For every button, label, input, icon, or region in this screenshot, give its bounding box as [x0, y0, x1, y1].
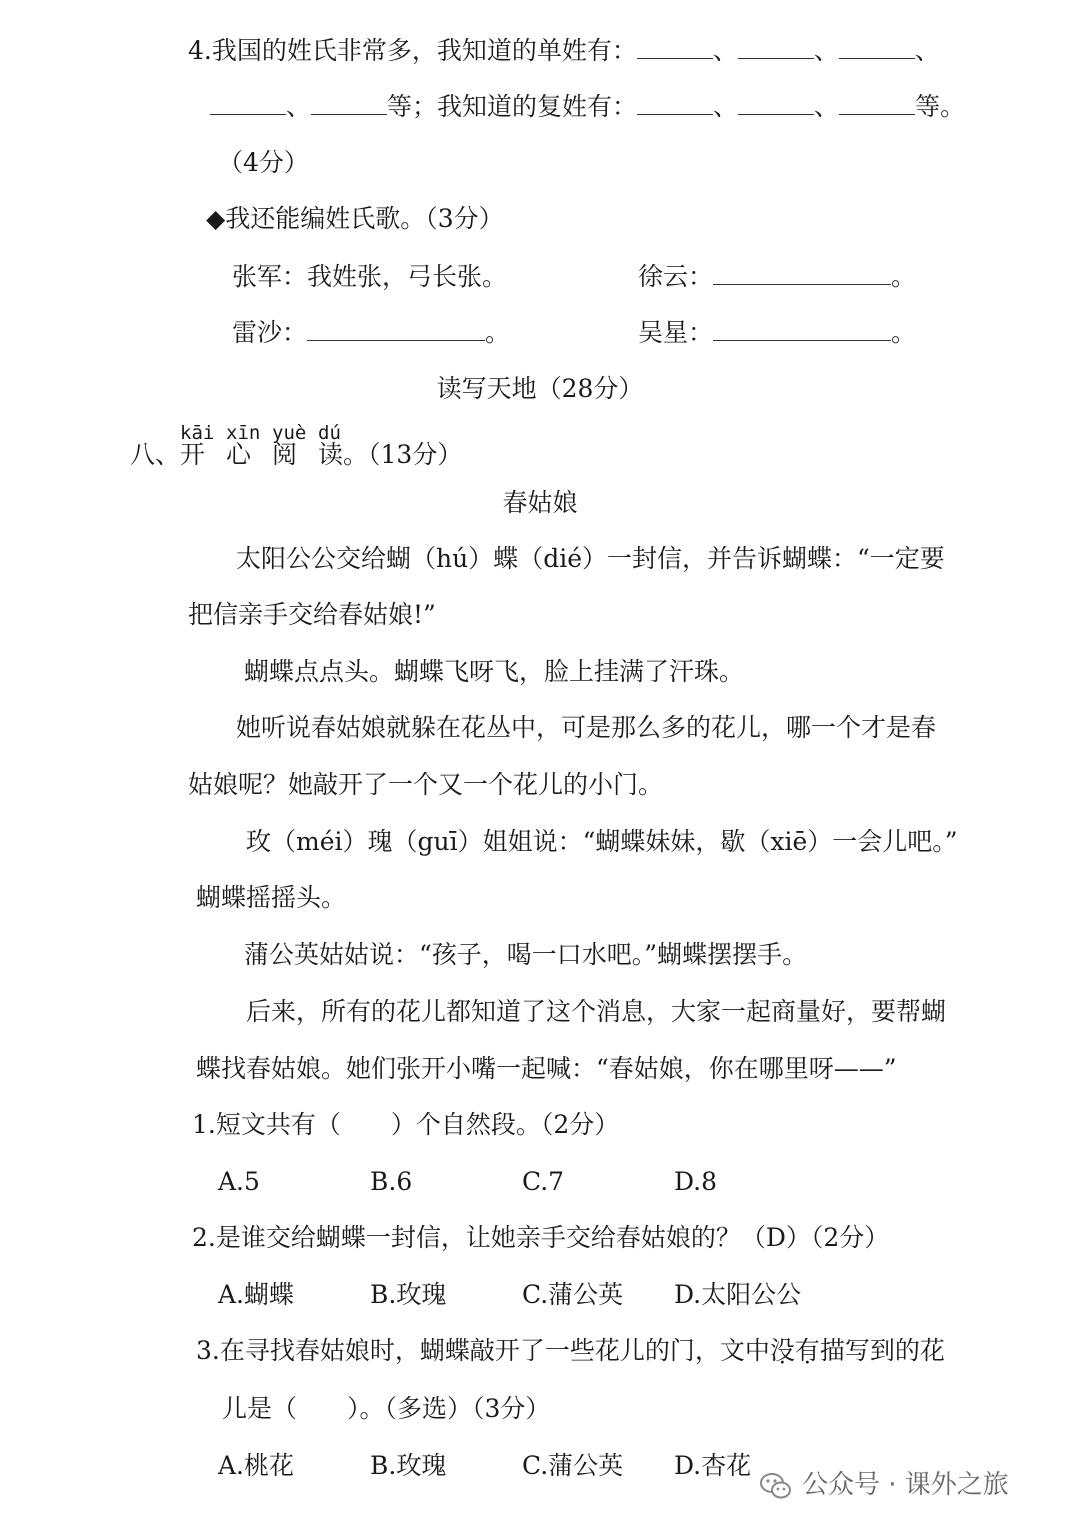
answer-blank[interactable]: [637, 36, 713, 59]
q1-option-b[interactable]: B.6: [370, 1167, 413, 1196]
answer-blank[interactable]: [210, 92, 286, 115]
story-p6-line1: 后来，所有的花儿都知道了这个消息，大家一起商量好，要帮蝴: [246, 997, 947, 1026]
part8-heading: 八、开 心 阅 读。（13分）: [130, 440, 463, 469]
answer-blank[interactable]: [307, 318, 485, 341]
q4-compound-prompt: 等；我知道的复姓有：: [387, 92, 638, 121]
story-p4-line2: 蝴蝶摇摇头。: [196, 883, 347, 912]
story-p4-line1: 玫（méi）瑰（guī）姐姐说：“蝴蝶妹妹，歇（xiē）一会儿吧。”: [246, 827, 958, 856]
question-3-line2: 儿是（ ）。（多选）（3分）: [222, 1394, 551, 1423]
answer-blank[interactable]: [839, 36, 915, 59]
watermark-text: 公众号 · 课外之旅: [802, 1470, 1009, 1500]
q1-option-d[interactable]: D.8: [674, 1167, 718, 1196]
wechat-icon: [760, 1471, 792, 1501]
song-example: 张军：我姓张，弓长张。: [232, 262, 508, 291]
watermark: [760, 1464, 1009, 1501]
story-p3-line2: 姑娘呢？她敲开了一个又一个花儿的小门。: [188, 770, 664, 799]
story-title: 春姑娘: [502, 488, 578, 517]
q2-option-b[interactable]: B.玫瑰: [370, 1280, 447, 1309]
q4-line1: 4.我国的姓氏非常多，我知道的单姓有： 、 、 、: [188, 36, 940, 65]
answer-blank[interactable]: [738, 92, 814, 115]
answer-blank[interactable]: [311, 92, 387, 115]
song-wu-xing: 吴星： 。: [638, 318, 917, 347]
emphasis-char: 没: [769, 1336, 795, 1365]
q3-option-c[interactable]: C.蒲公英: [522, 1451, 624, 1480]
story-p5: 蒲公英姑姑说：“孩子，喝一口水吧。”蝴蝶摆摆手。: [244, 940, 808, 969]
section-title: 读写天地（28分）: [436, 374, 644, 403]
answer-blank[interactable]: [713, 262, 891, 285]
emphasis-char: 有: [794, 1336, 820, 1365]
song-header: ◆我还能编姓氏歌。（3分）: [206, 204, 504, 233]
q3-option-b[interactable]: B.玫瑰: [370, 1451, 447, 1480]
question-2: 2.是谁交给蝴蝶一封信，让她亲手交给春姑娘的？（D）（2分）: [192, 1223, 890, 1252]
story-p3-line1: 她听说春姑娘就躲在花丛中，可是那么多的花儿，哪一个才是春: [236, 713, 937, 742]
answer-blank[interactable]: [738, 36, 814, 59]
pinyin-du: dú: [318, 422, 341, 444]
story-p1-line2: 把信亲手交给春姑娘!”: [188, 600, 436, 629]
pinyin-kai: kāi: [180, 422, 215, 444]
song-lei-sha: 雷沙： 。: [232, 318, 511, 347]
story-p6-line2: 蝶找春姑娘。她们张开小嘴一起喊：“春姑娘，你在哪里呀——”: [196, 1054, 897, 1083]
answer-blank[interactable]: [713, 318, 891, 341]
q1-option-c[interactable]: C.7: [522, 1167, 565, 1196]
q3-option-d[interactable]: D.杏花: [674, 1451, 752, 1480]
story-p1-line1: 太阳公公交给蝴（hú）蝶（dié）一封信，并告诉蝴蝶：“一定要: [236, 544, 945, 573]
pinyin-yue: yuè: [272, 422, 307, 444]
pinyin-xin: xīn: [226, 422, 261, 444]
q2-option-c[interactable]: C.蒲公英: [522, 1280, 624, 1309]
q4-prompt: 4.我国的姓氏非常多，我知道的单姓有：: [188, 36, 637, 65]
question-3: 3.在寻找春姑娘时，蝴蝶敲开了一些花儿的门，文中没有描写到的花: [196, 1336, 945, 1365]
q2-option-a[interactable]: A.蝴蝶: [218, 1280, 295, 1309]
q4-line2: 、 等；我知道的复姓有： 、 、 等。: [210, 90, 965, 124]
q1-option-a[interactable]: A.5: [218, 1167, 260, 1196]
question-1: 1.短文共有（ ）个自然段。（2分）: [192, 1110, 620, 1139]
q3-option-a[interactable]: A.桃花: [218, 1451, 295, 1480]
q4-score: （4分）: [218, 148, 309, 177]
answer-blank[interactable]: [637, 92, 713, 115]
song-xu-yun: 徐云： 。: [638, 262, 917, 291]
answer-blank[interactable]: [839, 92, 915, 115]
q2-option-d[interactable]: D.太阳公公: [674, 1280, 802, 1309]
story-p2: 蝴蝶点点头。蝴蝶飞呀飞，脸上挂满了汗珠。: [244, 657, 745, 686]
